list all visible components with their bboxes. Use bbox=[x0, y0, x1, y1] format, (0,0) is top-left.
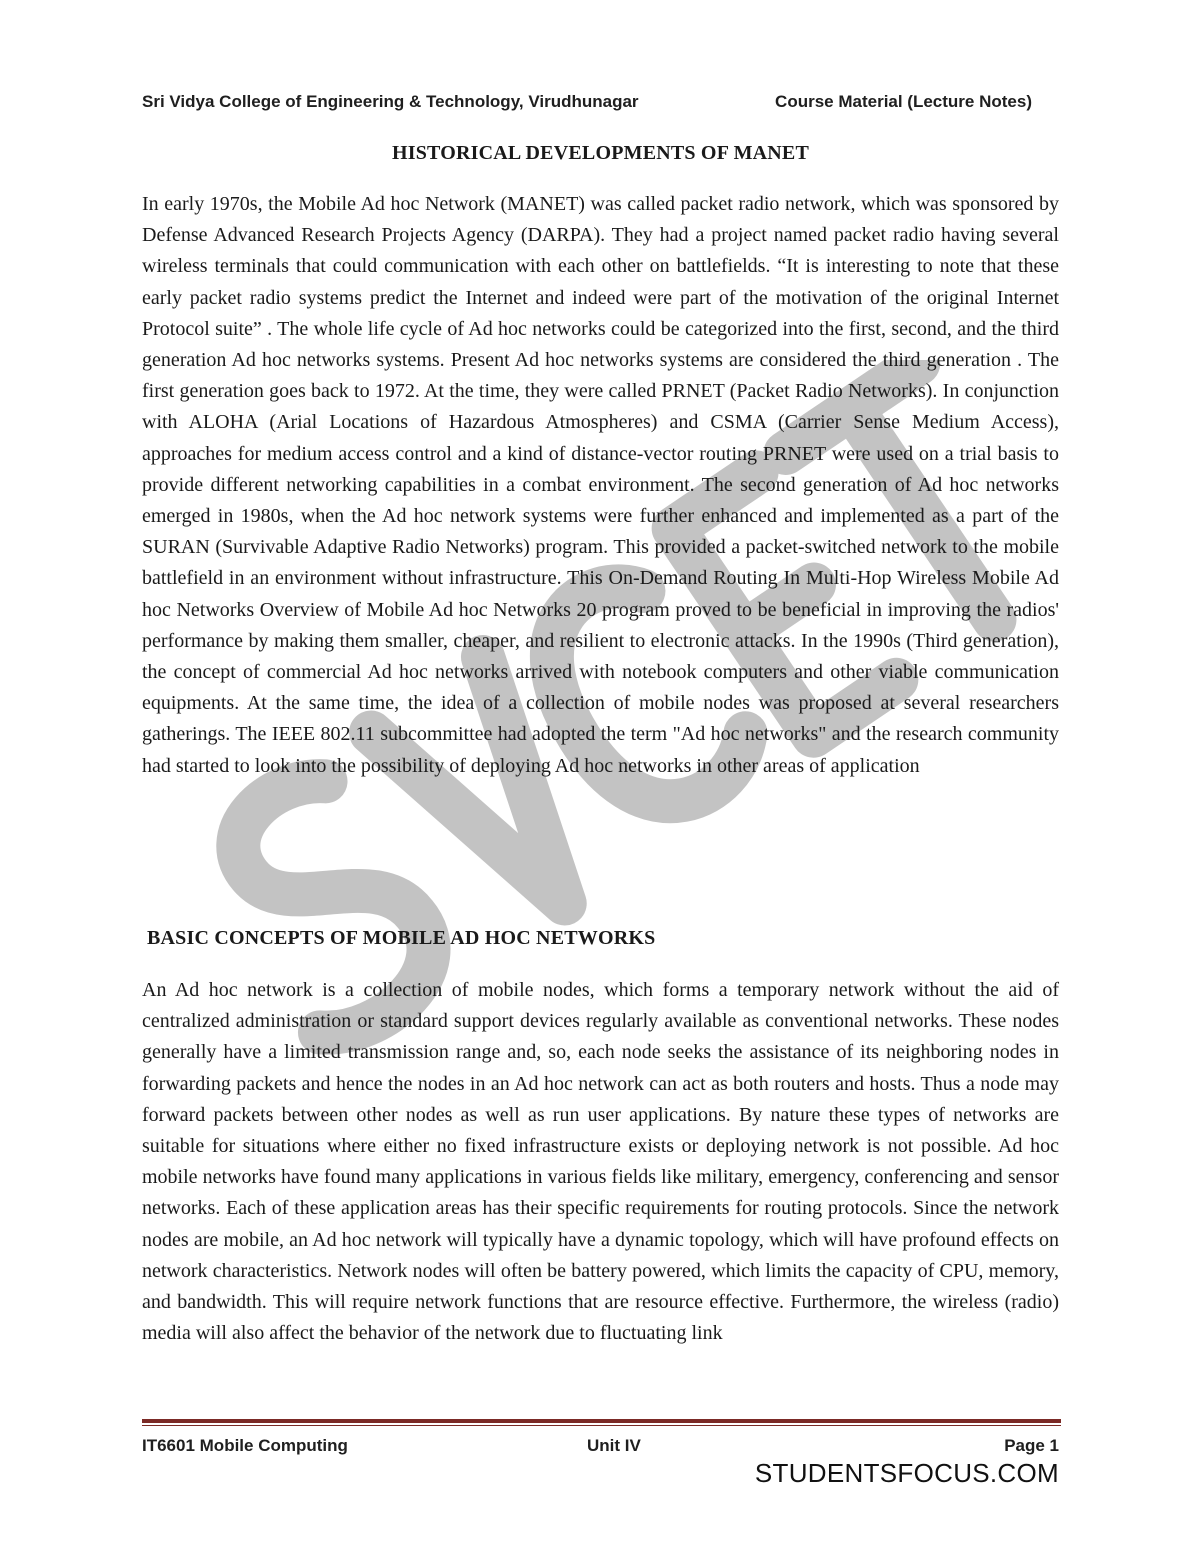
unit-label: Unit IV bbox=[587, 1436, 641, 1455]
page-header bbox=[142, 92, 1032, 116]
material-type: Course Material (Lecture Notes) bbox=[775, 92, 1032, 111]
site-branding: STUDENTSFOCUS.COM bbox=[754, 1458, 1059, 1488]
history-paragraph: In early 1970s, the Mobile Ad hoc Network (MANET) was called packet radio network, which was sponsored by Defense Advanced Research Projects Agency (DARPA). They had a project named packet radio having several wireless terminals that could communication with each other on battlefields. “It is interesting to note that these early packet radio systems predict the Internet and indeed were part of the motivation of the original Internet Protocol suite” . The whole life cycle of Ad hoc networks could be categorized into the first, second, and the third generation Ad hoc networks systems. Present Ad hoc networks systems are considered the third generation . The first generation goes back to 1972. At the time, they were called PRNET (Packet Radio Networks). In conjunction with ALOHA (Arial Locations of Hazardous Atmospheres) and CSMA (Carrier Sense Medium Access), approaches for medium access control and a kind of distance-vector routing PRNET were used on a trial basis to provide different networking capabilities in a combat environment. The second generation of Ad hoc networks emerged in 1980s, when the Ad hoc network systems were further enhanced and implemented as a part of the SURAN (Survivable Adaptive Radio Networks) program. This provided a packet-switched network to the mobile battlefield in an environment without infrastructure. This On-Demand Routing In Multi-Hop Wireless Mobile Ad hoc Networks Overview of Mobile Ad hoc Networks 20 program proved to be beneficial in improving the radios' performance by making them smaller, cheaper, and resilient to electronic attacks. In the 1990s (Third generation), the concept of commercial Ad hoc networks arrived with notebook computers and other viable communication equipments. At the same time, the idea of a collection of mobile nodes was proposed at several researchers gatherings. The IEEE 802.11 subcommittee had adopted the term "Ad hoc networks" and the research community had started to look into the possibility of deploying Ad hoc networks in other areas of application bbox=[142, 193, 1059, 777]
institution-name: Sri Vidya College of Engineering & Technology, Virudhunagar bbox=[142, 92, 639, 111]
page-footer bbox=[142, 1436, 1059, 1458]
page-number: Page 1 bbox=[1004, 1436, 1059, 1455]
section-heading-basic-concepts: BASIC CONCEPTS OF MOBILE AD HOC NETWORKS bbox=[147, 927, 656, 949]
footer-divider bbox=[142, 1419, 1061, 1426]
course-code: IT6601 Mobile Computing bbox=[142, 1436, 348, 1455]
basic-concepts-paragraph: An Ad hoc network is a collection of mobile nodes, which forms a temporary network without the aid of centralized administration or standard support devices regularly available as conventional networks. These nodes generally have a limited transmission range and, so, each node seeks the assistance of its neighboring nodes in forwarding packets and hence the nodes in an Ad hoc network can act as both routers and hosts. Thus a node may forward packets between other nodes as well as run user applications. By nature these types of networks are suitable for situations where either no fixed infrastructure exists or deploying network is not possible. Ad hoc mobile networks have found many applications in various fields like military, emergency, conferencing and sensor networks. Each of these application areas has their specific requirements for routing protocols. Since the network nodes are mobile, an Ad hoc network will typically have a dynamic topology, which will have profound effects on network characteristics. Network nodes will often be battery powered, which limits the capacity of CPU, memory, and bandwidth. This will require network functions that are resource effective. Furthermore, the wireless (radio) media will also affect the behavior of the network due to fluctuating link bbox=[142, 979, 1059, 1345]
section-heading-history: HISTORICAL DEVELOPMENTS OF MANET bbox=[391, 142, 810, 164]
